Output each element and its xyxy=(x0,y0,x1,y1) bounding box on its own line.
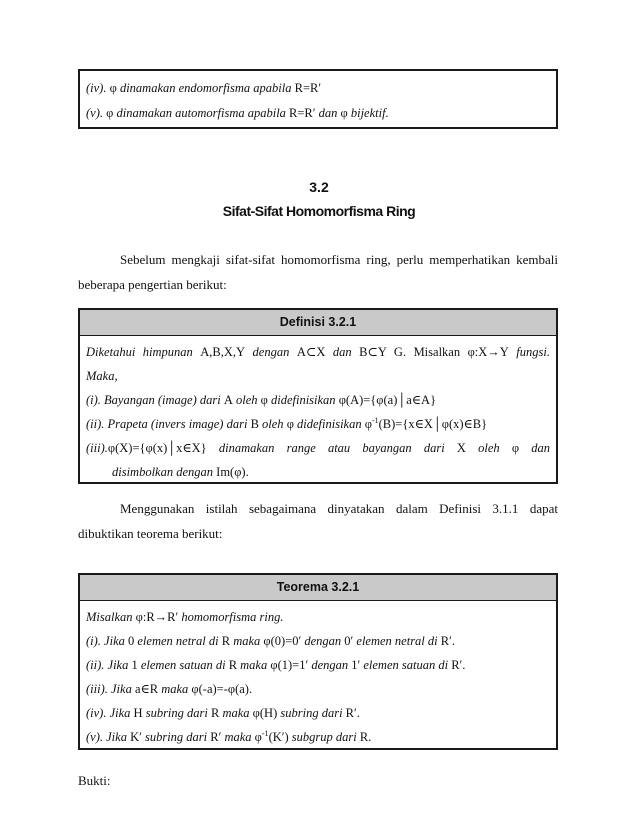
text-run: (i). Bayangan (image) dari xyxy=(86,393,224,407)
section-number: 3.2 xyxy=(309,179,329,195)
text-run: maka xyxy=(230,634,264,648)
math-expression: R=R′ xyxy=(289,106,316,120)
text-run: (K′) xyxy=(268,730,289,744)
text-run: (iii). xyxy=(86,441,108,455)
paragraph-line: dibuktikan teorema berikut: xyxy=(78,526,223,541)
theorem-header: Teorema 3.2.1 xyxy=(80,575,556,601)
theorem-item-ii xyxy=(86,653,550,677)
theorem-item-i xyxy=(86,629,550,653)
definition-item-i xyxy=(86,388,550,412)
text-run: R xyxy=(228,658,238,672)
text-run: dinamakan range atau bayangan dari xyxy=(206,441,457,455)
text-run: . xyxy=(248,682,253,696)
text-run: fungsi. xyxy=(508,345,550,359)
text-run: B⊂Y xyxy=(359,345,387,359)
text-run: φ xyxy=(260,393,268,407)
text-run: (i). Jika xyxy=(86,634,128,648)
text-run: oleh xyxy=(232,393,261,407)
text-run: A xyxy=(223,393,233,407)
phi-symbol: φ xyxy=(340,106,348,120)
definition-line xyxy=(86,460,550,484)
text-run: . xyxy=(245,465,249,479)
text-run: (iv). Jika xyxy=(86,706,134,720)
text-run: -1 xyxy=(371,415,379,425)
item-label: (iv). xyxy=(86,81,110,95)
text-run: (B)={x∈X│φ(x)∈B} xyxy=(378,417,488,431)
text-run: subring dari xyxy=(141,730,211,744)
text-run: R′ xyxy=(210,730,222,744)
math-expression: R=R′ xyxy=(294,81,322,95)
text-run: φ xyxy=(254,730,262,744)
definition-box xyxy=(78,308,558,484)
text-run: maka xyxy=(237,658,271,672)
text-run: K′ xyxy=(130,730,142,744)
automorphism-line xyxy=(86,101,550,126)
text-run: 0 xyxy=(128,634,135,648)
text-run: maka xyxy=(219,706,253,720)
text-run: (v). Jika xyxy=(86,730,131,744)
text-run: 1′ xyxy=(351,658,361,672)
phi-symbol: φ xyxy=(106,106,114,120)
text-run: didefinisikan xyxy=(293,417,365,431)
text-run: Im(φ) xyxy=(216,465,246,479)
text-run: R xyxy=(359,730,369,744)
text-run: A,B,X,Y xyxy=(200,345,246,359)
text-run: φ xyxy=(286,417,294,431)
text-run: Maka, xyxy=(86,369,118,383)
endomorphism-line xyxy=(86,76,550,101)
line-text: dinamakan endomorfisma apabila xyxy=(116,81,295,95)
definition-header: Definisi 3.2.1 xyxy=(80,310,556,336)
text-run: 0′ xyxy=(344,634,354,648)
text-run: dengan xyxy=(245,345,297,359)
text-run: a∈R xyxy=(134,682,159,696)
text-run: φ(0)=0′ xyxy=(263,634,302,648)
intro-paragraph xyxy=(78,247,558,297)
text-run: φ xyxy=(364,417,372,431)
text-run: φ(-a)=-φ(a) xyxy=(191,682,249,696)
text-run: φ:X→Y xyxy=(467,345,509,359)
text-run: . xyxy=(368,730,372,744)
text-run: elemen satuan di xyxy=(137,658,229,672)
theorem-box xyxy=(78,573,558,750)
text-run: X xyxy=(456,441,466,455)
text-run: A⊂X xyxy=(296,345,326,359)
text-run: H xyxy=(133,706,143,720)
text-run: Diketahui himpunan xyxy=(86,345,201,359)
proof-label: Bukti: xyxy=(78,773,111,788)
text-run: φ(X)={φ(x)│x∈X} xyxy=(107,441,207,455)
text-run: . xyxy=(356,706,360,720)
text-run: . xyxy=(462,658,466,672)
top-definition-box xyxy=(78,69,558,129)
line-text: dinamakan automorfisma apabila xyxy=(113,106,290,120)
text-run: dengan xyxy=(301,634,345,648)
text-run: maka xyxy=(221,730,255,744)
text-run: subring dari xyxy=(277,706,346,720)
text-run: φ(1)=1′ xyxy=(270,658,309,672)
text-run: elemen satuan di xyxy=(360,658,452,672)
line-text: bijektif. xyxy=(347,106,389,120)
text-run: R′ xyxy=(440,634,452,648)
middle-paragraph xyxy=(78,496,558,546)
text-run: φ:R→R′ xyxy=(135,610,179,624)
paragraph-line: beberapa pengertian berikut: xyxy=(78,277,227,292)
text-run: B xyxy=(250,417,259,431)
text-run: dengan xyxy=(308,658,352,672)
text-run: (iii). Jika xyxy=(86,682,135,696)
item-label: (v). xyxy=(86,106,107,120)
text-run: maka xyxy=(158,682,192,696)
theorem-item-v xyxy=(86,725,550,749)
text-run: . xyxy=(451,634,455,648)
text-run: R′ xyxy=(345,706,357,720)
text-run: subring dari xyxy=(142,706,211,720)
text-run: dan xyxy=(325,345,360,359)
text-run: G. Misalkan xyxy=(386,345,468,359)
theorem-item-iii xyxy=(86,677,550,701)
text-run: oleh xyxy=(465,441,512,455)
text-run: R xyxy=(211,706,220,720)
text-run: (ii). Prapeta (invers image) dari xyxy=(86,417,251,431)
definition-item-iii xyxy=(86,436,550,460)
phi-symbol: φ xyxy=(109,81,117,95)
definition-line xyxy=(86,364,550,388)
text-run: oleh xyxy=(258,417,287,431)
definition-item-ii xyxy=(86,412,550,436)
text-run: subgrup dari xyxy=(288,730,360,744)
paragraph-line: Menggunakan istilah sebagaimana dinyatakan dalam Definisi 3.1.1 dapat xyxy=(120,501,558,516)
paragraph-line: Sebelum mengkaji sifat-sifat homomorfisma ring, perlu memperhatikan kembali xyxy=(120,252,558,267)
text-run: dan xyxy=(519,441,550,455)
text-run: homomorfisma ring. xyxy=(178,610,284,624)
text-run: (ii). Jika xyxy=(86,658,132,672)
text-run: φ xyxy=(511,441,520,455)
text-run: 1 xyxy=(131,658,138,672)
text-run: Misalkan xyxy=(86,610,136,624)
theorem-item-iv xyxy=(86,701,550,725)
text-run: -1 xyxy=(261,728,269,738)
text-run: elemen netral di xyxy=(353,634,441,648)
text-run: R′ xyxy=(451,658,463,672)
text-run: disimbolkan dengan xyxy=(112,465,217,479)
text-run: R xyxy=(221,634,231,648)
text-run: elemen netral di xyxy=(134,634,222,648)
text-run: didefinisikan xyxy=(267,393,339,407)
line-text: dan xyxy=(315,106,341,120)
definition-line xyxy=(86,340,550,364)
text-run: φ(H) xyxy=(252,706,278,720)
text-run: φ(A)={φ(a)│a∈A} xyxy=(338,393,437,407)
theorem-line xyxy=(86,605,550,629)
section-title: Sifat-Sifat Homomorfisma Ring xyxy=(222,203,416,219)
